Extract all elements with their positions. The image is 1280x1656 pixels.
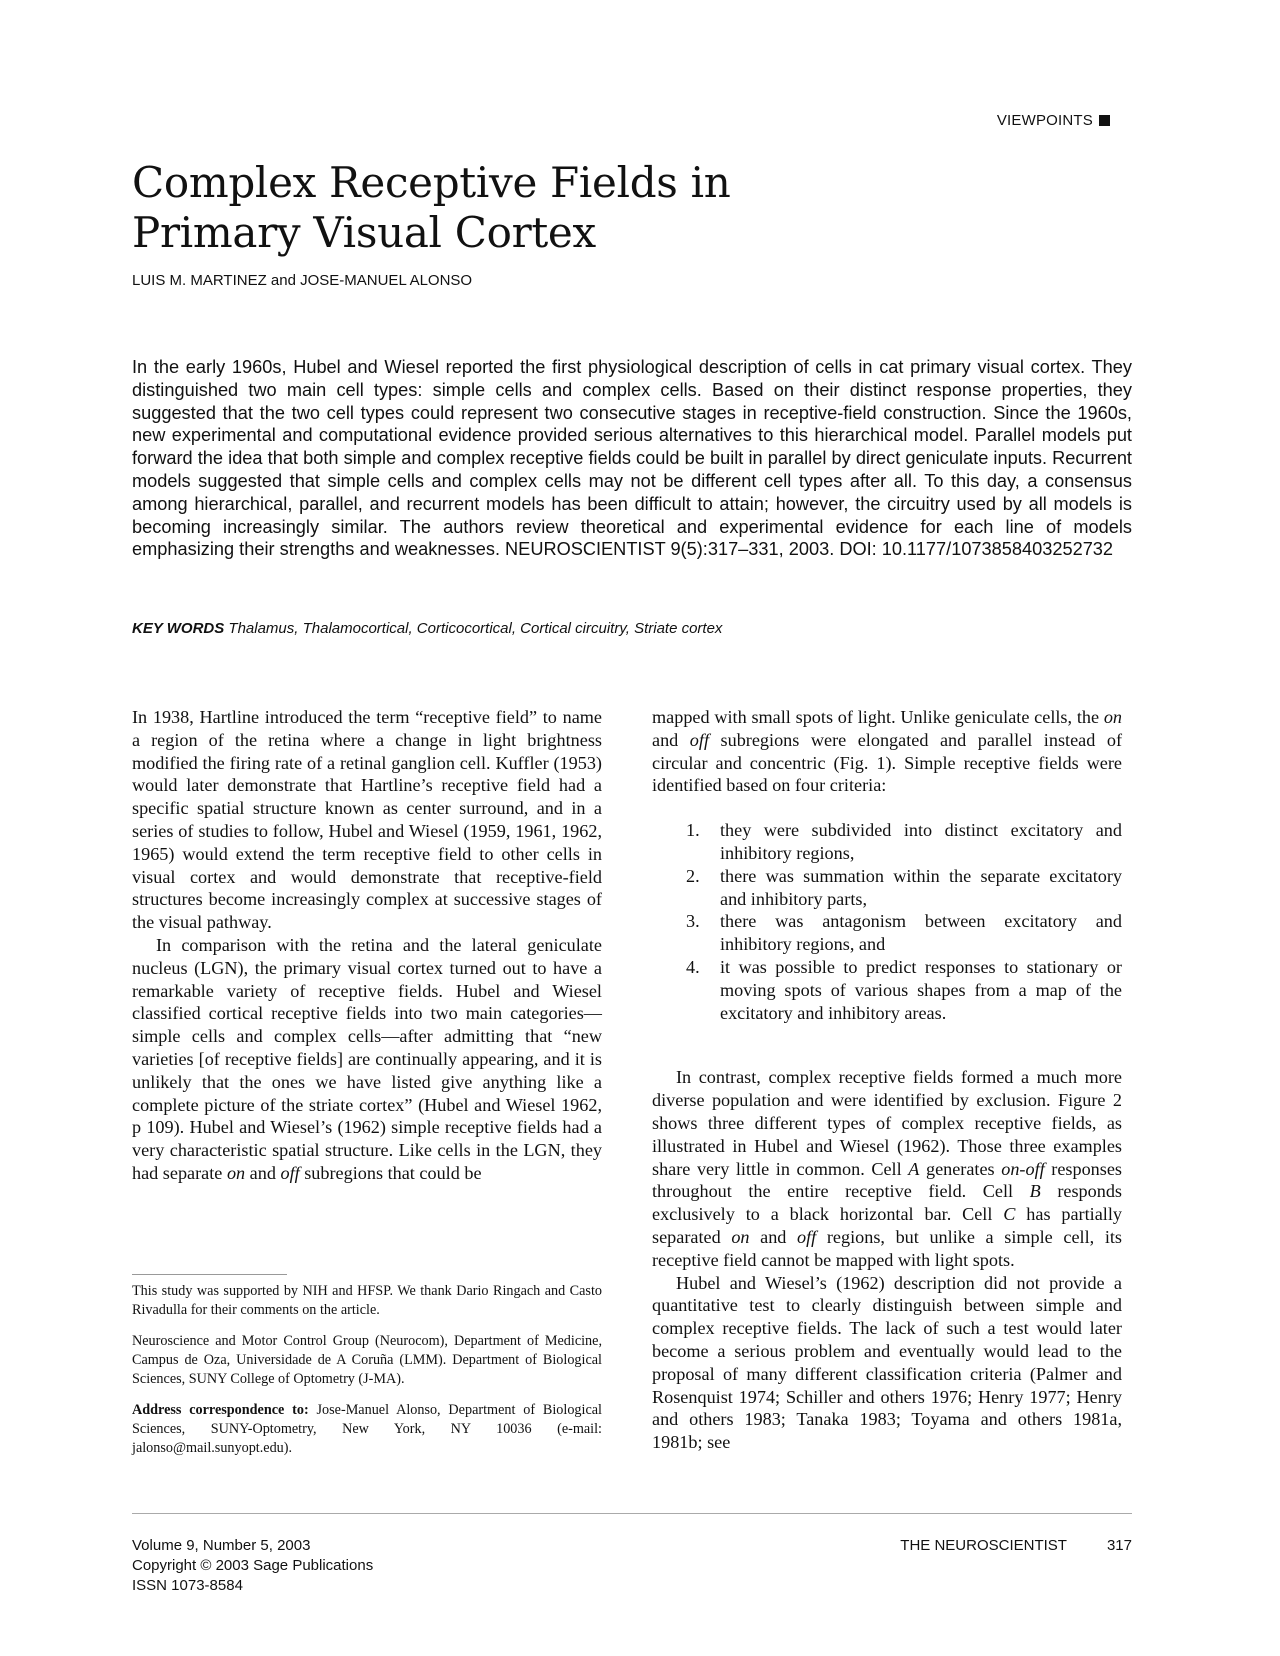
- keywords-label: KEY WORDS: [132, 620, 225, 637]
- journal-name: THE NEUROSCIENTIST: [900, 1537, 1067, 1554]
- body-column-left: [132, 706, 602, 1185]
- footnote-divider: [132, 1274, 287, 1275]
- body-column-right: [652, 706, 1122, 1454]
- section-label: [997, 112, 1110, 129]
- body-paragraph: In contrast, complex receptive fields formed a much more diverse population and were identified by exclusion. Figure 2 shows three different types of complex receptive fields, as illustrated in Hubel and Wiesel (1962). Those three examples share very little in common. Cell A generates on-off responses throughout the entire receptive field. Cell B responds exclusively to a black horizontal bar. Cell C has partially separated on and off regions, but unlike a simple cell, its receptive field cannot be mapped with light spots.: [652, 1067, 1123, 1270]
- italic-term: off: [280, 1162, 300, 1183]
- body-paragraph: In 1938, Hartline introduced the term “receptive field” to name a region of the retina where a change in light brightness modified the firing rate of a retinal ganglion cell. Kuffler (1953) would later demonstrate that Hartline’s receptive field had a specific spatial structure known as center surround, and in a series of studies to follow, Hubel and Wiesel (1959, 1961, 1962, 1965) would extend the term receptive field to other cells in visual cortex and would demonstrate that receptive-field structures become increasingly complex at successive stages of the visual pathway.: [132, 707, 602, 933]
- italic-term: on: [226, 1162, 246, 1183]
- body-paragraph: Hubel and Wiesel’s (1962) description did not provide a quantitative test to clearly distinguish between simple and complex receptive fields. The lack of such a test would later become a serious problem and eventually would lead to the proposal of many different classification criteria (Palmer and Rosenquist 1974; Schiller and others 1976; Henry 1977; Henry and others 1983; Tanaka 1983; Toyama and others 1981a, 1981b; see: [652, 1272, 1122, 1453]
- black-square-icon: [1099, 115, 1110, 126]
- footnotes: [132, 1282, 602, 1470]
- footnote-affiliation: Neuroscience and Motor Control Group (Neurocom), Department of Medicine, Campus de Oza, Universidade de A Coruña (LMM). Department of Biological Sciences, SUNY College of Optometry (J-MA).: [132, 1333, 602, 1387]
- footnote-support: This study was supported by NIH and HFSP. We thank Dario Ringach and Casto Rivadulla for their comments on the article.: [132, 1283, 602, 1318]
- body-paragraph: mapped with small spots of light. Unlike geniculate cells, the on and off subregions were elongated and parallel instead of circular and concentric (Fig. 1). Simple receptive fields were identified based on four criteria:: [652, 707, 1122, 796]
- footer-volume: Volume 9, Number 5, 2003: [132, 1537, 311, 1554]
- page-number: 317: [1106, 1537, 1132, 1554]
- keywords-list: Thalamus, Thalamocortical, Corticocortical, Cortical circuitry, Striate cortex: [228, 620, 723, 637]
- footer-issn: ISSN 1073-8584: [132, 1577, 243, 1594]
- italic-term: on: [1103, 707, 1122, 727]
- article-title: [132, 158, 892, 258]
- abstract: In the early 1960s, Hubel and Wiesel reported the first physiological description of cells in cat primary visual cortex. They distinguished two main cell types: simple cells and complex cells. Based on their distinct response properties, they suggested that the two cell types could represent two consecutive stages in receptive-field construction. Since the 1960s, new experimental and computational evidence provided serious alternatives to this hierarchical model. Parallel models put forward the idea that both simple and complex receptive fields could be built in parallel by direct geniculate inputs. Recurrent models suggested that simple cells and complex cells may not be different cell types after all. To this day, a consensus among hierarchical, parallel, and recurrent models has been difficult to attain; however, the circuitry used by all models is becoming increasingly similar. The authors review theoretical and experimental evidence for each line of models emphasizing their strengths and weaknesses. NEUROSCIENTIST 9(5):317–331, 2003. DOI: 10.1177/1073858403252732: [132, 357, 1132, 560]
- author-list: LUIS M. MARTINEZ and JOSE-MANUEL ALONSO: [132, 272, 473, 289]
- italic-term: off: [689, 729, 709, 750]
- title-line-1: Complex Receptive Fields in: [132, 158, 731, 207]
- list-item: 2. there was summation within the separate excitatory and inhibitory parts,: [686, 865, 1122, 909]
- footer-copyright: Copyright © 2003 Sage Publications: [132, 1557, 374, 1574]
- title-line-2: Primary Visual Cortex: [132, 208, 596, 257]
- list-item: 3. there was antagonism between excitatory and inhibitory regions, and: [686, 911, 1122, 955]
- keywords: [132, 620, 1132, 637]
- section-name: VIEWPOINTS: [996, 112, 1093, 129]
- list-item: 4. it was possible to predict responses to stationary or moving spots of various shapes from a map of the excitatory and inhibitory areas.: [686, 956, 1122, 1023]
- footer-journal: [900, 1536, 1132, 1556]
- body-paragraph: In comparison with the retina and the lateral geniculate nucleus (LGN), the primary visual cortex turned out to have a remarkable variety of receptive fields. Hubel and Wiesel classified cortical receptive fields into two main categories—simple cells and complex cells—after admitting that “new varieties [of receptive fields] are continually appearing, and it is unlikely that the ones we have listed give anything like a complete picture of the striate cortex” (Hubel and Wiesel 1962, p 109). Hubel and Wiesel’s (1962) simple receptive fields had a very characteristic spatial structure. Like cells in the LGN, they had separate on and off subregions that could be: [132, 934, 602, 1183]
- footer-divider: [132, 1513, 1132, 1514]
- criteria-list: [652, 819, 1122, 1024]
- list-item: 1. they were subdivided into distinct excitatory and inhibitory regions,: [686, 820, 1122, 863]
- footer-publication-info: [132, 1536, 373, 1596]
- footnote-address: Address correspondence to: Jose-Manuel Alonso, Department of Biological Sciences, SUNY-Optometry, New York, NY 10036 (e-mail: jalonso@mail.sunyopt.edu).: [132, 1402, 602, 1456]
